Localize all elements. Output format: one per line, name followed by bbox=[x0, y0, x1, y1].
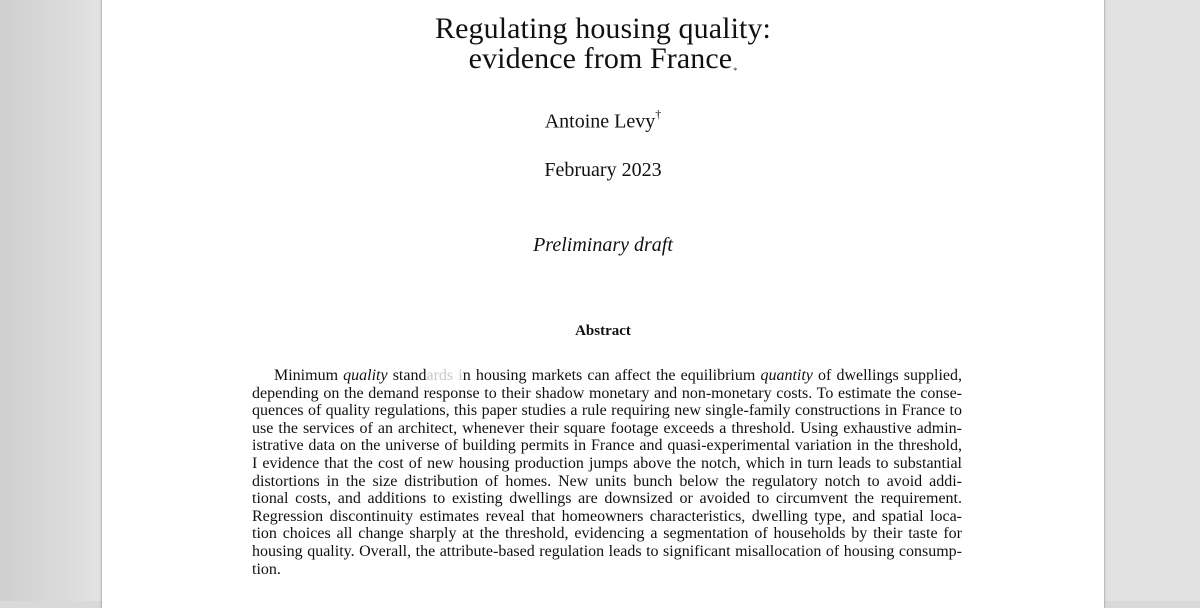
title-footnote-mark[interactable]: * bbox=[733, 66, 738, 75]
abstract-text: Minimum bbox=[274, 367, 344, 384]
author-name-text: Antoine Levy bbox=[544, 110, 656, 133]
abstract-heading: Abstract bbox=[575, 323, 631, 339]
author-footnote-mark[interactable]: † bbox=[655, 107, 662, 121]
abstract-line-9: Regression discontinuity estimates reveal that homeowners characteristics, dwelling type, and spatial loca- bbox=[252, 507, 962, 525]
abstract-line-8: tional costs, and additions to existing dwellings are downsized or avoided to circumvent the requirement. bbox=[252, 490, 962, 508]
abstract-faded-text: ards i bbox=[426, 367, 463, 384]
abstract-line-11: housing quality. Overall, the attribute-based regulation leads to significant misallocation of housing consump- bbox=[252, 542, 962, 560]
abstract-body bbox=[252, 367, 962, 578]
paper-title bbox=[102, 14, 1104, 74]
abstract-line-5: istrative data on the universe of building permits in France and quasi-experimental variation in the threshold, bbox=[252, 437, 962, 455]
pdf-page bbox=[102, 0, 1104, 608]
title-line-2-text: evidence from France bbox=[468, 42, 733, 75]
author-name bbox=[102, 109, 1104, 134]
title-line-2 bbox=[102, 44, 1104, 74]
abstract-line-3: quences of quality regulations, this paper studies a rule requiring new single-family constructions in France to bbox=[252, 402, 962, 420]
abstract-line-6: I evidence that the cost of new housing production jumps above the notch, which in turn leads to substantial bbox=[252, 454, 962, 472]
abstract-text: n housing markets can affect the equilibrium bbox=[462, 367, 761, 384]
title-line-1: Regulating housing quality: bbox=[434, 12, 771, 45]
abstract-line-7: distortions in the size distribution of homes. New units bunch below the regulatory notch to avoid addi- bbox=[252, 472, 962, 490]
abstract-text: stand bbox=[387, 367, 427, 384]
abstract-line-1 bbox=[252, 367, 962, 385]
abstract-emphasis-quantity: quantity bbox=[760, 367, 813, 384]
abstract-emphasis-quality: quality bbox=[343, 367, 388, 384]
abstract-line-4: use the services of an architect, whenever their square footage exceeds a threshold. Using exhaustive admin- bbox=[252, 419, 962, 437]
paper-date: February 2023 bbox=[544, 159, 662, 181]
abstract-line-10: tion choices all change sharply at the threshold, evidencing a segmentation of households by their taste for bbox=[252, 525, 962, 543]
abstract-text: of dwellings supplied, bbox=[812, 367, 963, 384]
abstract-line-2: depending on the demand response to their shadow monetary and non-monetary costs. To estimate the conse- bbox=[252, 384, 962, 402]
draft-status: Preliminary draft bbox=[533, 234, 673, 256]
abstract-line-12: tion. bbox=[252, 560, 281, 578]
